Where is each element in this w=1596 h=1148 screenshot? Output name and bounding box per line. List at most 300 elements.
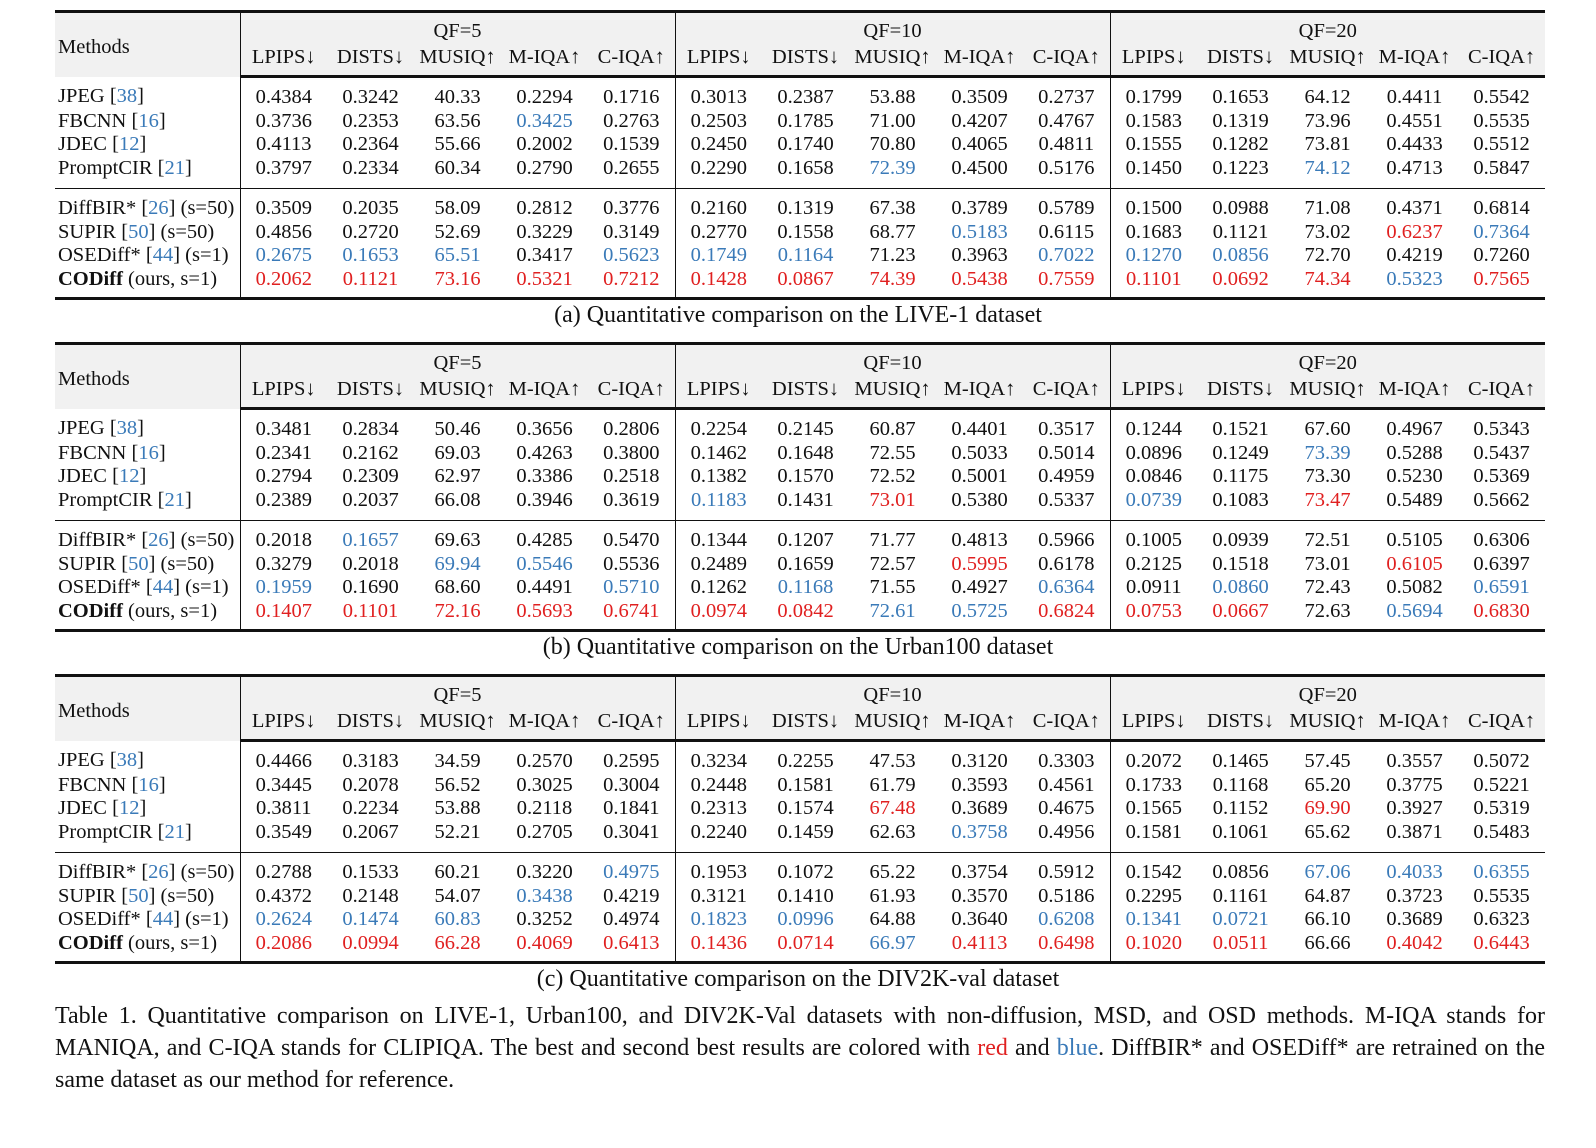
value-cell: 65.51	[434, 244, 481, 266]
value-cell: 0.1823	[675, 908, 762, 932]
method-cell: FBCNN [16]	[58, 773, 166, 796]
value-cell: 67.06	[1284, 853, 1371, 885]
value-cell: 0.3417	[516, 244, 573, 266]
value-cell: 0.2145	[777, 418, 834, 440]
method-name: FBCNN	[58, 773, 127, 796]
value-cell: 0.3386	[516, 465, 573, 487]
metric-header: DISTS↓	[327, 708, 414, 741]
method-cell: PromptCIR [21]	[58, 488, 192, 511]
value-cell: 0.3789	[936, 189, 1023, 221]
citation-link[interactable]: 21	[164, 156, 185, 179]
value-cell: 0.5694	[1371, 600, 1458, 631]
value-cell: 0.5176	[1038, 156, 1095, 179]
value-cell: 0.1459	[777, 820, 834, 843]
value-cell: 0.1683	[1110, 221, 1197, 245]
method-suffix: (s=50)	[180, 861, 235, 883]
table-row	[55, 189, 1545, 221]
value-cell: 0.1570	[777, 465, 834, 487]
value-cell: 0.2313	[675, 797, 762, 821]
value-cell: 0.0692	[1197, 268, 1284, 299]
citation-link[interactable]: 44	[152, 576, 174, 598]
value-cell: 73.39	[1304, 441, 1351, 464]
value-cell: 64.87	[1304, 884, 1351, 907]
value-cell: 0.1431	[777, 488, 834, 511]
value-cell: 0.3149	[603, 220, 660, 243]
method-name: JPEG	[58, 749, 105, 772]
value-cell: 0.1183	[675, 489, 762, 521]
value-cell: 0.4371	[1371, 189, 1458, 221]
value-cell: 62.63	[869, 820, 916, 843]
citation-link[interactable]: 50	[128, 884, 149, 907]
value-cell: 0.7364	[1473, 220, 1530, 243]
value-cell: 0.1533	[327, 853, 414, 885]
value-cell: 0.6824	[1023, 600, 1110, 631]
value-cell: 0.2353	[342, 109, 399, 132]
caption-urban100: (b) Quantitative comparison on the Urban100 dataset	[542, 634, 1054, 660]
value-cell: 0.3220	[501, 853, 588, 885]
metric-header: LPIPS↓	[240, 708, 327, 741]
caption-live1: (a) Quantitative comparison on the LIVE-1 dataset	[554, 302, 1042, 328]
table-urban100	[55, 342, 1545, 632]
results-table	[55, 342, 1545, 632]
value-cell: 0.1841	[603, 797, 660, 819]
value-cell: 0.3797	[240, 157, 327, 189]
value-cell: 0.3481	[240, 409, 327, 442]
value-cell: 69.63	[414, 521, 501, 553]
metric-header: LPIPS↓	[675, 708, 762, 741]
method-cell: JDEC [12]	[58, 465, 147, 487]
value-cell: 74.34	[1284, 268, 1371, 299]
table-row	[55, 576, 1545, 600]
value-cell: 0.2309	[342, 465, 399, 487]
metric-header: DISTS↓	[762, 44, 849, 77]
qf-header: QF=20	[1110, 344, 1545, 377]
value-cell: 53.88	[869, 86, 916, 108]
table-row	[55, 521, 1545, 553]
value-cell: 0.3509	[951, 86, 1008, 108]
value-cell: 0.1785	[777, 109, 834, 132]
metric-header: M-IQA↑	[501, 44, 588, 77]
value-cell: 0.2624	[240, 908, 327, 932]
value-cell: 0.2518	[603, 465, 660, 487]
value-cell: 71.55	[869, 576, 916, 598]
citation-link[interactable]: 12	[118, 797, 140, 819]
value-cell: 0.1061	[1212, 820, 1269, 843]
value-cell: 0.2595	[603, 750, 660, 772]
metric-header: MUSIQ↑	[414, 376, 501, 409]
value-cell: 73.47	[1304, 488, 1351, 511]
value-cell: 0.3656	[516, 418, 573, 440]
value-cell: 0.5536	[603, 552, 660, 575]
method-suffix: (ours, s=1)	[128, 267, 218, 290]
metric-header: C-IQA↑	[1023, 44, 1110, 77]
value-cell: 60.83	[434, 908, 481, 930]
metric-header: C-IQA↑	[588, 44, 675, 77]
value-cell: 0.1382	[675, 465, 762, 489]
method-cell: JDEC [12]	[58, 797, 147, 819]
table-row	[55, 553, 1545, 577]
method-cell: OSEDiff* [44] (s=1)	[58, 576, 229, 598]
method-suffix: (s=50)	[160, 884, 215, 907]
metric-header: C-IQA↑	[1458, 44, 1545, 77]
value-cell: 0.2002	[516, 133, 573, 155]
value-cell: 0.5847	[1473, 156, 1530, 179]
metric-header: MUSIQ↑	[849, 44, 936, 77]
value-cell: 0.1244	[1110, 409, 1197, 442]
value-cell: 34.59	[434, 750, 481, 772]
value-cell: 0.2018	[342, 552, 399, 575]
value-cell: 0.4811	[1038, 133, 1095, 155]
value-cell: 69.03	[434, 441, 481, 464]
value-cell: 0.5546	[516, 552, 573, 575]
value-cell: 0.1740	[777, 133, 834, 155]
value-cell: 0.1521	[1212, 418, 1269, 440]
value-cell: 0.0996	[777, 908, 834, 930]
value-cell: 0.2341	[240, 442, 327, 466]
value-cell: 0.2364	[342, 133, 399, 155]
value-cell: 0.3229	[516, 220, 573, 243]
value-cell: 0.4959	[1038, 465, 1095, 487]
method-cell: SUPIR [50] (s=50)	[58, 220, 215, 243]
value-cell: 0.3425	[516, 109, 573, 132]
citation-link[interactable]: 21	[164, 820, 185, 843]
value-cell: 0.6591	[1473, 576, 1530, 598]
metric-header: LPIPS↓	[240, 44, 327, 77]
value-cell: 0.1733	[1110, 774, 1197, 798]
citation-link[interactable]: 12	[118, 465, 140, 487]
value-cell: 0.4967	[1386, 418, 1443, 440]
value-cell: 0.1648	[777, 441, 834, 464]
metric-header: DISTS↓	[762, 376, 849, 409]
citation-link[interactable]: 50	[128, 552, 149, 575]
value-cell: 0.2834	[342, 418, 399, 440]
value-cell: 0.5912	[1023, 853, 1110, 885]
value-cell: 0.3640	[951, 908, 1008, 930]
method-name: CODiff	[58, 599, 123, 622]
value-cell: 0.2160	[675, 189, 762, 221]
citation-link[interactable]: 26	[148, 529, 169, 551]
method-cell: PromptCIR [21]	[58, 820, 192, 843]
value-cell: 0.1249	[1212, 441, 1269, 464]
table-row	[55, 77, 1545, 110]
value-cell: 0.3570	[951, 884, 1008, 907]
value-cell: 74.12	[1304, 156, 1351, 179]
metric-header: MUSIQ↑	[849, 708, 936, 741]
value-cell: 0.5693	[501, 600, 588, 631]
citation-link[interactable]: 38	[116, 749, 138, 772]
table-row	[55, 268, 1545, 299]
value-cell: 0.6105	[1386, 552, 1443, 575]
value-cell: 0.6355	[1458, 853, 1545, 885]
table-row	[55, 244, 1545, 268]
method-suffix: (s=50)	[180, 197, 235, 219]
value-cell: 0.1020	[1110, 932, 1197, 963]
qf-header: QF=10	[675, 676, 1110, 709]
value-cell: 0.6208	[1038, 908, 1095, 930]
metric-header: MUSIQ↑	[1284, 376, 1371, 409]
methods-header: Methods	[55, 344, 240, 409]
value-cell: 0.2072	[1110, 741, 1197, 774]
value-cell: 0.0994	[327, 932, 414, 963]
value-cell: 0.7212	[588, 268, 675, 299]
value-cell: 0.5710	[603, 576, 660, 598]
value-cell: 0.2086	[240, 932, 327, 963]
value-cell: 0.0753	[1110, 600, 1197, 631]
metric-header: M-IQA↑	[1371, 708, 1458, 741]
value-cell: 0.1953	[675, 853, 762, 885]
method-cell: FBCNN [16]	[58, 109, 166, 132]
value-cell: 0.2062	[240, 268, 327, 299]
value-cell: 58.09	[414, 189, 501, 221]
metric-header: M-IQA↑	[936, 44, 1023, 77]
value-cell: 0.3252	[516, 908, 573, 930]
metric-header: M-IQA↑	[1371, 44, 1458, 77]
value-cell: 0.4466	[240, 741, 327, 774]
value-cell: 0.1175	[1212, 465, 1269, 487]
value-cell: 0.2763	[603, 109, 660, 132]
method-cell: OSEDiff* [44] (s=1)	[58, 244, 229, 266]
table-row	[55, 489, 1545, 521]
method-suffix: (ours, s=1)	[128, 931, 218, 954]
value-cell: 60.34	[434, 156, 481, 179]
metric-header: DISTS↓	[327, 376, 414, 409]
value-cell: 0.6443	[1458, 932, 1545, 963]
citation-link[interactable]: 21	[164, 488, 185, 511]
value-cell: 0.3776	[588, 189, 675, 221]
value-cell: 0.3438	[516, 884, 573, 907]
value-cell: 0.4033	[1371, 853, 1458, 885]
value-cell: 0.5483	[1473, 820, 1530, 843]
value-cell: 0.2294	[516, 86, 573, 108]
table-row	[55, 932, 1545, 963]
value-cell: 0.5542	[1473, 86, 1530, 108]
value-cell: 0.1410	[777, 884, 834, 907]
value-cell: 0.2118	[516, 797, 573, 819]
value-cell: 0.5512	[1473, 133, 1530, 155]
value-cell: 0.4411	[1386, 86, 1443, 108]
value-cell: 0.0974	[675, 600, 762, 631]
methods-header: Methods	[55, 12, 240, 77]
value-cell: 0.1565	[1110, 797, 1197, 821]
value-cell: 0.5535	[1473, 884, 1530, 907]
table-row	[55, 774, 1545, 798]
citation-link[interactable]: 16	[138, 773, 159, 796]
value-cell: 0.4713	[1386, 156, 1443, 179]
citation-link[interactable]: 16	[138, 109, 159, 132]
value-cell: 0.5623	[603, 244, 660, 266]
value-cell: 0.2489	[675, 553, 762, 577]
value-cell: 0.2448	[675, 774, 762, 798]
value-cell: 60.87	[869, 418, 916, 440]
value-cell: 0.0842	[762, 600, 849, 631]
value-cell: 0.1539	[603, 133, 660, 155]
value-cell: 0.5082	[1386, 576, 1443, 598]
citation-link[interactable]: 50	[128, 220, 149, 243]
value-cell: 0.4065	[951, 133, 1008, 155]
method-cell: DiffBIR* [26] (s=50)	[55, 521, 240, 553]
table-row	[55, 600, 1545, 631]
method-cell: FBCNN [16]	[58, 441, 166, 464]
value-cell: 0.0856	[1212, 244, 1269, 266]
value-cell: 0.2389	[240, 489, 327, 521]
value-cell: 0.1542	[1110, 853, 1197, 885]
value-cell: 66.97	[849, 932, 936, 963]
metric-header: LPIPS↓	[240, 376, 327, 409]
method-name: SUPIR	[58, 552, 117, 575]
citation-link[interactable]: 12	[118, 133, 140, 155]
value-cell: 0.5470	[588, 521, 675, 553]
value-cell: 0.0721	[1212, 908, 1269, 930]
value-cell: 0.1161	[1212, 884, 1269, 907]
value-cell: 0.5343	[1473, 418, 1530, 440]
value-cell: 0.7559	[1023, 268, 1110, 299]
value-cell: 47.53	[869, 750, 916, 772]
method-suffix: (s=1)	[185, 576, 229, 598]
value-cell: 0.3946	[516, 488, 573, 511]
value-cell: 0.4219	[603, 884, 660, 907]
value-cell: 0.4384	[240, 77, 327, 110]
value-cell: 0.3557	[1386, 750, 1443, 772]
value-cell: 0.7022	[1038, 244, 1095, 266]
metric-header: MUSIQ↑	[414, 708, 501, 741]
value-cell: 66.08	[434, 488, 481, 511]
value-cell: 0.1121	[327, 268, 414, 299]
value-cell: 0.1101	[327, 600, 414, 631]
metric-header: LPIPS↓	[675, 44, 762, 77]
value-cell: 0.2240	[675, 821, 762, 853]
value-cell: 0.4069	[501, 932, 588, 963]
value-cell: 0.3013	[675, 77, 762, 110]
value-cell: 0.2655	[603, 156, 660, 179]
method-name: JDEC	[58, 465, 107, 487]
value-cell: 0.1581	[1110, 821, 1197, 853]
value-cell: 0.2255	[777, 750, 834, 772]
method-name: JPEG	[58, 85, 105, 108]
method-suffix: (s=1)	[185, 244, 229, 266]
method-cell	[55, 932, 240, 963]
value-cell: 0.1799	[1110, 77, 1197, 110]
value-cell: 73.81	[1304, 133, 1351, 155]
method-name: FBCNN	[58, 441, 127, 464]
value-cell: 0.4207	[951, 109, 1008, 132]
value-cell: 0.3234	[675, 741, 762, 774]
value-cell: 73.30	[1304, 465, 1351, 487]
value-cell: 0.2035	[327, 189, 414, 221]
value-cell: 0.4675	[1038, 797, 1095, 819]
citation-link[interactable]: 38	[116, 417, 138, 440]
citation-link[interactable]: 26	[148, 197, 169, 219]
value-cell: 0.4433	[1386, 133, 1443, 155]
value-cell: 0.5323	[1371, 268, 1458, 299]
value-cell: 0.1428	[675, 268, 762, 299]
citation-link[interactable]: 44	[152, 908, 174, 930]
method-cell: JPEG [38]	[58, 85, 144, 108]
value-cell: 0.2295	[1110, 885, 1197, 909]
value-cell: 0.4561	[1038, 773, 1095, 796]
method-cell: JPEG [38]	[58, 749, 144, 772]
value-cell: 0.1959	[240, 576, 327, 600]
table-caption-red: red	[977, 1035, 1008, 1061]
citation-link[interactable]: 16	[138, 441, 159, 464]
value-cell: 0.0911	[1110, 576, 1197, 600]
value-cell: 0.3963	[951, 244, 1008, 266]
citation-link[interactable]: 26	[148, 861, 169, 883]
value-cell: 63.56	[434, 109, 481, 132]
value-cell: 0.3025	[516, 773, 573, 796]
value-cell: 0.1690	[342, 576, 399, 598]
value-cell: 0.5337	[1038, 488, 1095, 511]
table-row	[55, 908, 1545, 932]
value-cell: 0.3593	[951, 773, 1008, 796]
value-cell: 0.2720	[342, 220, 399, 243]
results-table	[55, 674, 1545, 964]
value-cell: 0.2162	[342, 441, 399, 464]
table-live1	[55, 10, 1545, 300]
value-cell: 0.2503	[675, 110, 762, 134]
value-cell: 72.70	[1304, 244, 1351, 266]
method-cell: PromptCIR [21]	[58, 156, 192, 179]
value-cell: 50.46	[434, 418, 481, 440]
value-cell: 0.1083	[1212, 488, 1269, 511]
value-cell: 0.7565	[1458, 268, 1545, 299]
method-name: JPEG	[58, 417, 105, 440]
qf-header: QF=10	[675, 344, 1110, 377]
metric-header: M-IQA↑	[936, 708, 1023, 741]
citation-link[interactable]: 38	[116, 85, 138, 108]
value-cell: 0.5789	[1023, 189, 1110, 221]
value-cell: 0.2037	[342, 488, 399, 511]
value-cell: 70.80	[869, 133, 916, 155]
method-cell: OSEDiff* [44] (s=1)	[58, 908, 229, 930]
method-name: OSEDiff*	[58, 908, 141, 930]
metric-header: MUSIQ↑	[1284, 44, 1371, 77]
value-cell: 73.16	[414, 268, 501, 299]
value-cell: 0.5183	[951, 220, 1008, 243]
method-cell: DiffBIR* [26] (s=50)	[55, 189, 240, 221]
methods-header: Methods	[55, 676, 240, 741]
value-cell: 0.1653	[1212, 86, 1269, 108]
metric-header: MUSIQ↑	[414, 44, 501, 77]
value-cell: 0.6115	[1038, 220, 1095, 243]
value-cell: 0.3754	[936, 853, 1023, 885]
value-cell: 0.1436	[675, 932, 762, 963]
value-cell: 0.0846	[1110, 465, 1197, 489]
value-cell: 0.6413	[588, 932, 675, 963]
value-cell: 0.6178	[1038, 552, 1095, 575]
value-cell: 0.2290	[675, 157, 762, 189]
value-cell: 0.5001	[951, 465, 1008, 487]
value-cell: 0.2078	[342, 773, 399, 796]
method-suffix: (s=50)	[160, 220, 215, 243]
value-cell: 0.6814	[1458, 189, 1545, 221]
value-cell: 0.4975	[588, 853, 675, 885]
value-cell: 0.2387	[777, 86, 834, 108]
qf-header: QF=5	[240, 344, 675, 377]
value-cell: 0.0511	[1197, 932, 1284, 963]
value-cell: 0.4263	[516, 441, 573, 464]
method-name: JDEC	[58, 797, 107, 819]
value-cell: 0.1581	[777, 773, 834, 796]
citation-link[interactable]: 44	[152, 244, 174, 266]
method-cell: SUPIR [50] (s=50)	[58, 552, 215, 575]
value-cell: 0.6397	[1473, 552, 1530, 575]
value-cell: 0.5033	[951, 441, 1008, 464]
value-cell: 0.4551	[1386, 109, 1443, 132]
value-cell: 0.1407	[240, 600, 327, 631]
value-cell: 0.4856	[240, 221, 327, 245]
method-name: OSEDiff*	[58, 576, 141, 598]
value-cell: 0.2705	[516, 820, 573, 843]
